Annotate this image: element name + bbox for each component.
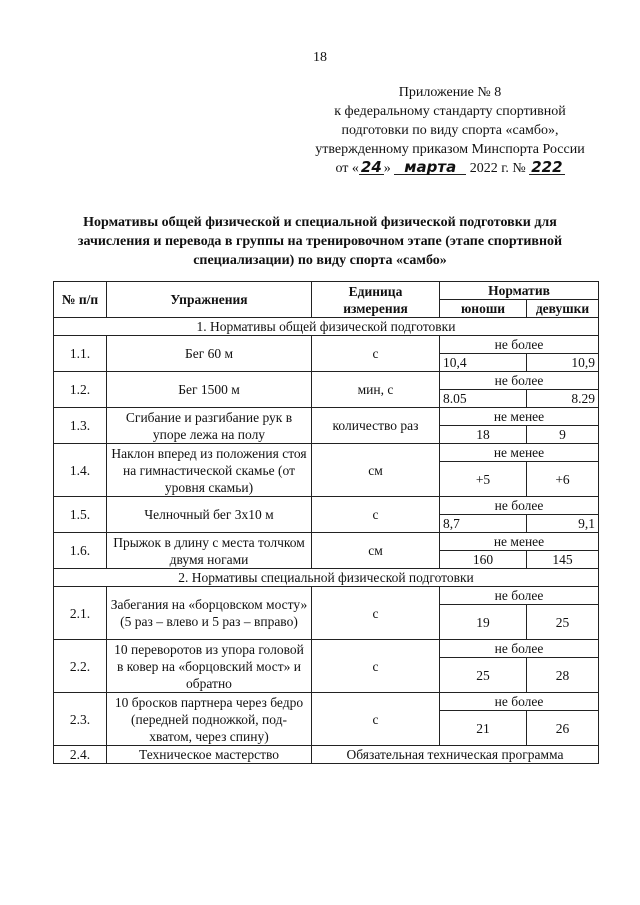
appendix-line-1: Приложение № 8 [398,85,502,100]
row-condition: не более [440,587,599,605]
row-condition: не менее [440,444,599,462]
row-unit: см [312,533,440,569]
row-girls-value: 26 [527,711,599,746]
row-program: Обязательная техническая программа [312,746,599,764]
appendix-line-3: подготовки по виду спорта «самбо», [341,123,559,138]
row-exercise: Прыжок в длину с места толчком двумя ногами [107,533,312,569]
row-condition: не более [440,336,599,354]
row-unit: с [312,587,440,640]
row-exercise: Наклон вперед из положения стоя на гимнастической скамье (от уровня скамьи) [107,444,312,497]
row-num: 2.2. [54,640,107,693]
section-1-title: 1. Нормативы общей физической подготовки [54,318,599,336]
row-num: 1.5. [54,497,107,533]
row-boys-value: 21 [440,711,527,746]
header-num: № п/п [54,282,107,318]
row-girls-value: +6 [527,462,599,497]
row-num: 2.1. [54,587,107,640]
row-exercise: Техническое мастерство [107,746,312,764]
table-row [54,640,599,658]
document-title: Нормативы общей физической и специальной физической подготовки для зачисления и перевода в группы на тренировочном этапе (этапе спортивной специализации) по виду спорта «самбо» [77,215,563,268]
row-exercise: Сгибание и разгибание рук в упоре лежа на полу [107,408,312,444]
row-boys-value: +5 [440,462,527,497]
section-2-title: 2. Нормативы специальной физической подготовки [54,569,599,587]
row-exercise: Бег 1500 м [107,372,312,408]
page-number: 18 [313,50,327,65]
row-girls-value: 8.29 [527,390,599,408]
row-num: 1.6. [54,533,107,569]
row-condition: не менее [440,533,599,551]
row-condition: не более [440,372,599,390]
appendix-date-line [290,159,610,178]
row-condition: не менее [440,408,599,426]
row-num: 2.3. [54,693,107,746]
row-girls-value: 9,1 [527,515,599,533]
row-unit: с [312,336,440,372]
table-row [54,587,599,605]
handwritten-month: марта [394,160,466,175]
row-num: 1.3. [54,408,107,444]
header-boys: юноши [440,300,527,318]
row-unit: количество раз [312,408,440,444]
row-num: 2.4. [54,746,107,764]
header-row [54,282,599,300]
row-unit: см [312,444,440,497]
table-row [54,533,599,551]
row-unit: с [312,693,440,746]
row-boys-value: 8,7 [440,515,527,533]
appendix-line-4: утвержденному приказом Минспорта России [315,142,585,157]
header-norm: Норматив [440,282,599,300]
header-exercise: Упражнения [107,282,312,318]
header-unit: Единица измерения [312,282,440,318]
row-girls-value: 28 [527,658,599,693]
row-boys-value: 8.05 [440,390,527,408]
handwritten-order-number: 222 [531,158,563,176]
table-row [54,444,599,462]
row-boys-value: 25 [440,658,527,693]
row-condition: не более [440,497,599,515]
appendix-header [290,83,610,178]
row-girls-value: 25 [527,605,599,640]
row-exercise: Бег 60 м [107,336,312,372]
date-prefix: от « [335,161,359,176]
row-unit: с [312,497,440,533]
date-year: 2022 г. № [469,161,526,176]
row-unit: мин, с [312,372,440,408]
row-exercise: 10 переворотов из упора головой в ковер на «борцовский мост» и обратно [107,640,312,693]
row-boys-value: 19 [440,605,527,640]
row-girls-value: 9 [527,426,599,444]
row-exercise: Забегания на «борцовском мосту» (5 раз – влево и 5 раз – вправо) [107,587,312,640]
row-boys-value: 18 [440,426,527,444]
table-row [54,408,599,426]
row-boys-value: 10,4 [440,354,527,372]
row-unit: с [312,640,440,693]
row-num: 1.2. [54,372,107,408]
row-num: 1.1. [54,336,107,372]
row-num: 1.4. [54,444,107,497]
appendix-line-2: к федеральному стандарту спортивной [334,104,566,119]
date-mid: » [383,161,391,176]
section-row [54,318,599,336]
section-row [54,569,599,587]
handwritten-day: 24 [360,158,382,176]
standards-table [53,281,599,764]
table-row [54,336,599,354]
row-girls-value: 145 [527,551,599,569]
table-row [54,497,599,515]
row-condition: не более [440,640,599,658]
row-girls-value: 10,9 [527,354,599,372]
table-row [54,693,599,711]
row-condition: не более [440,693,599,711]
row-boys-value: 160 [440,551,527,569]
table-row [54,372,599,390]
row-exercise: 10 бросков партнера через бедро (передней подножкой, под-хватом, через спину) [107,693,312,746]
row-exercise: Челночный бег 3х10 м [107,497,312,533]
table-row [54,746,599,764]
header-girls: девушки [527,300,599,318]
